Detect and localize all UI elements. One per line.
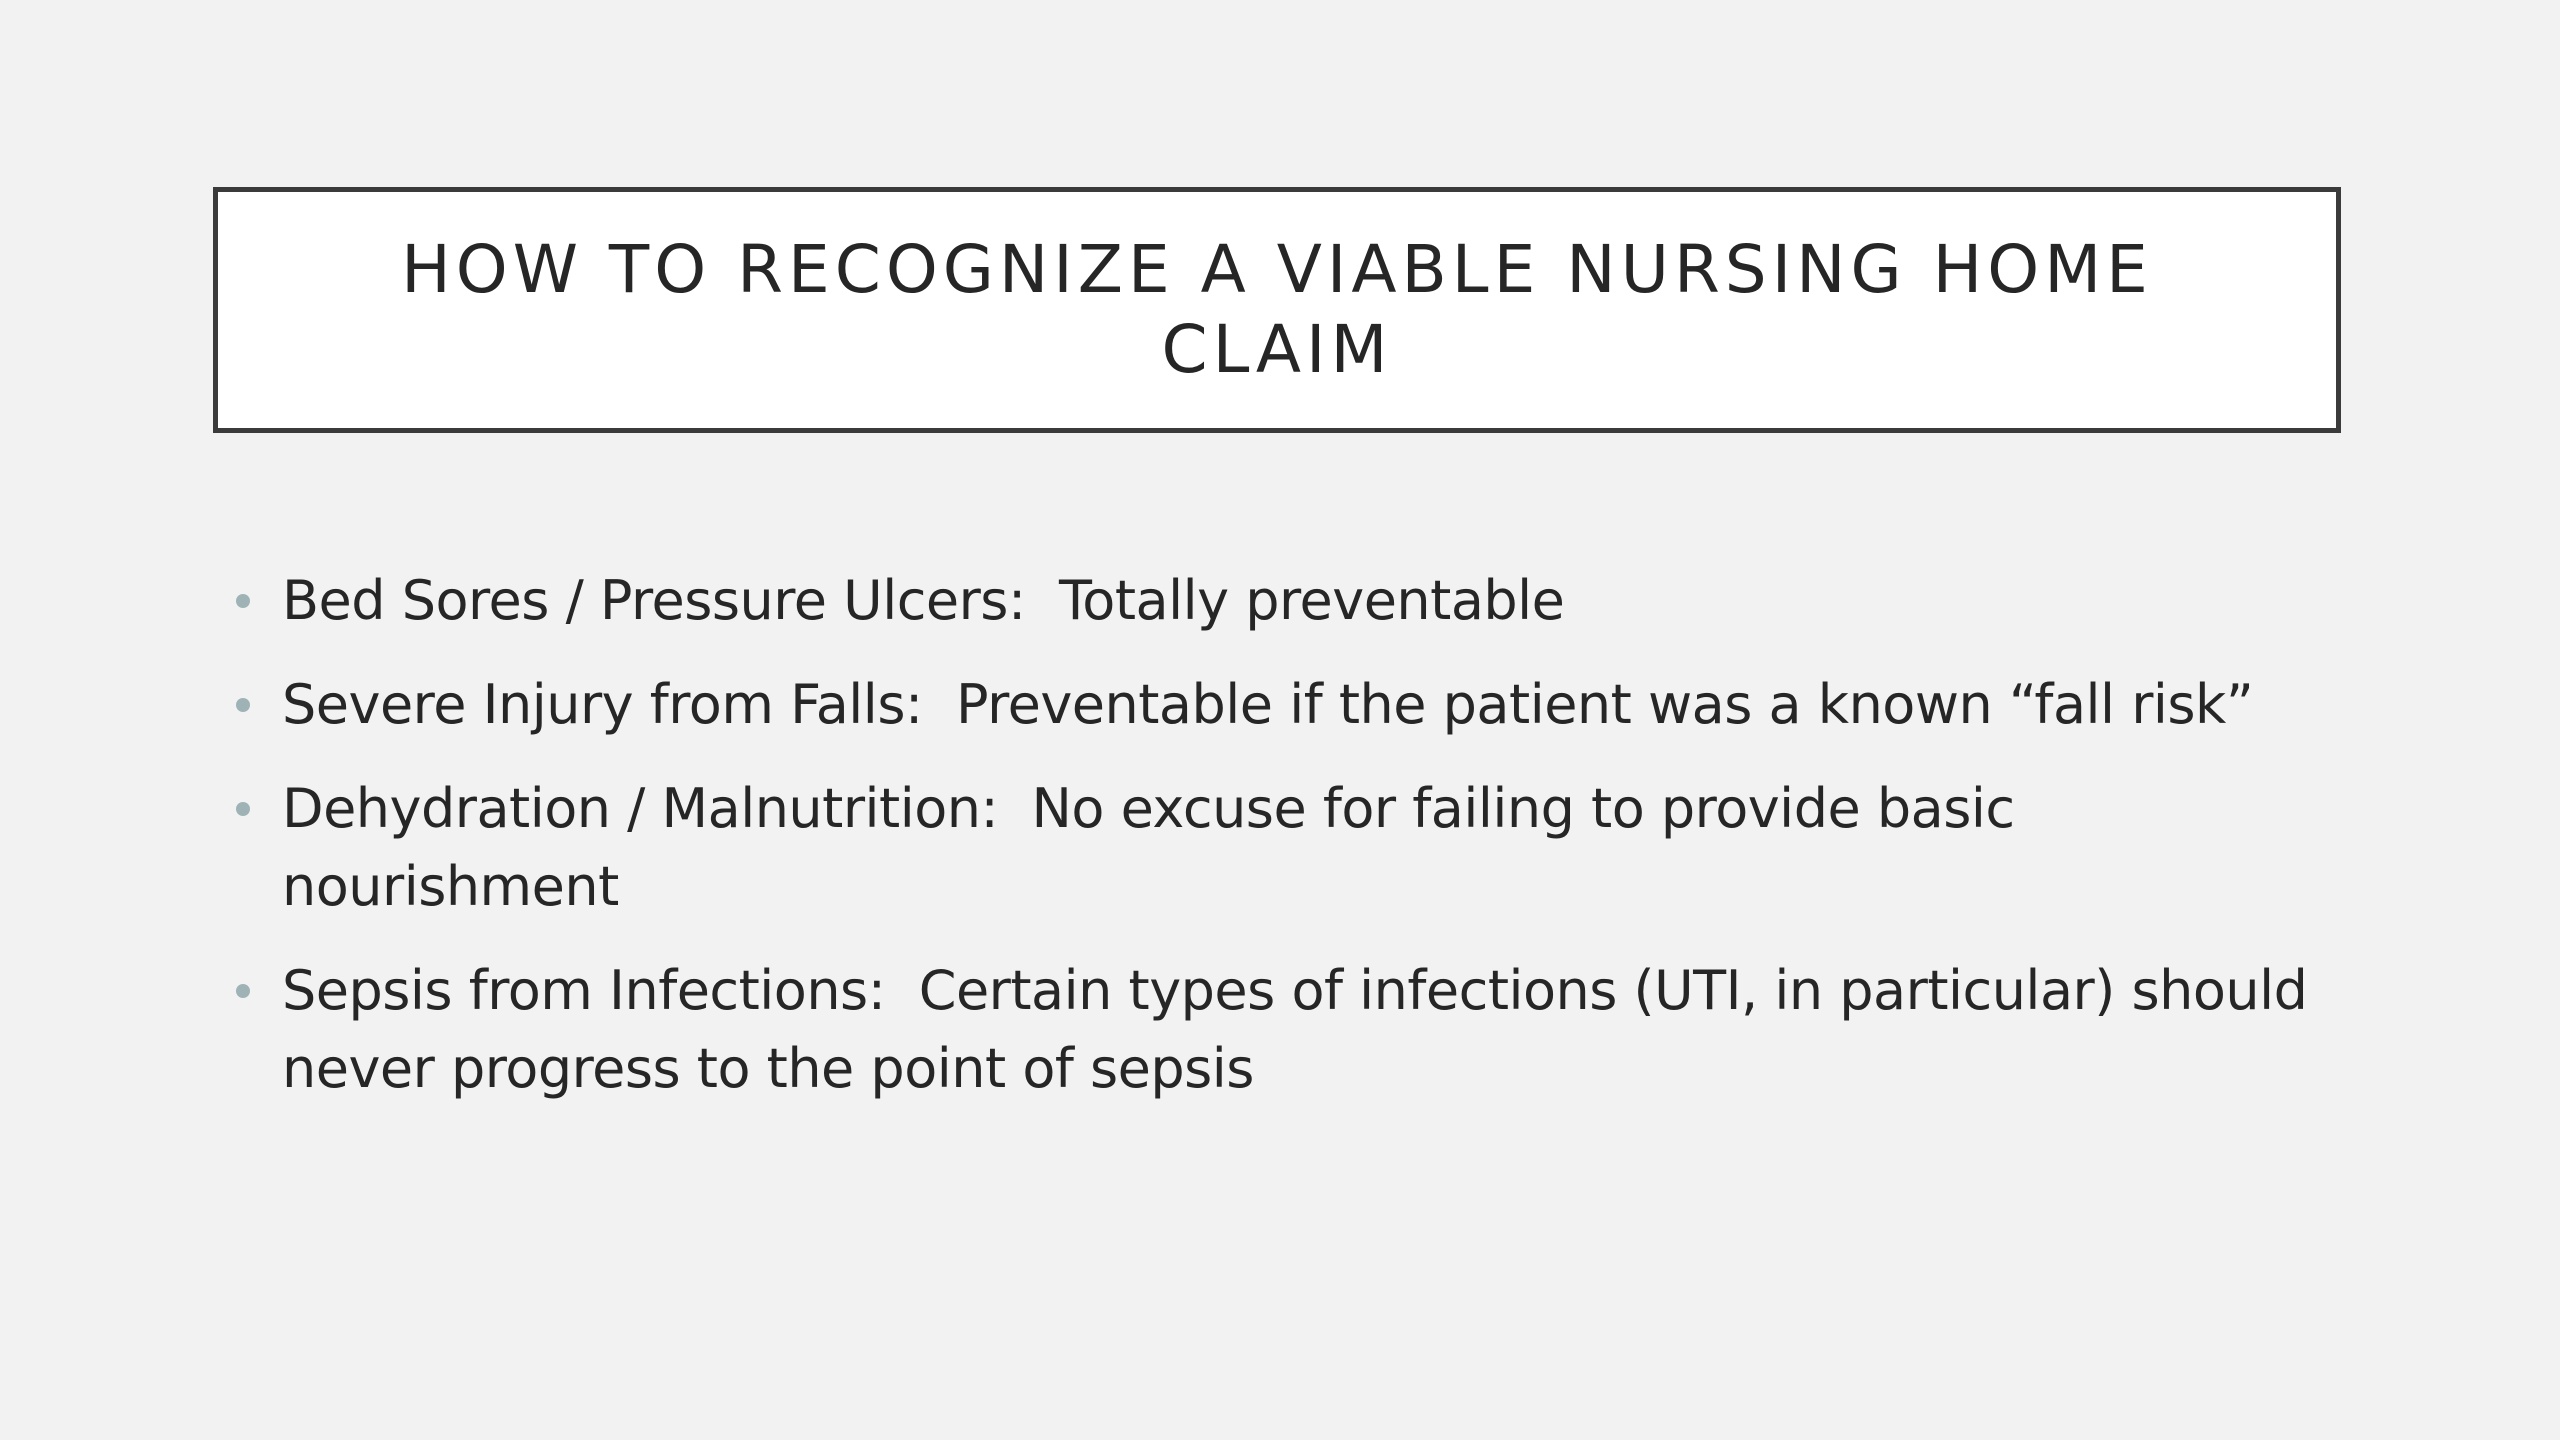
bullet-item-dehydration: [230, 770, 2350, 926]
bullet-description: No excuse for failing to provide basic nourishment: [282, 777, 2032, 918]
bullet-dot-icon: [236, 802, 250, 816]
bullet-label: Severe Injury from Falls:: [282, 673, 923, 736]
title-box: [213, 187, 2341, 433]
bullet-label: Dehydration / Malnutrition:: [282, 777, 999, 840]
bullet-list: [230, 562, 2350, 1134]
bullet-label: Bed Sores / Pressure Ulcers:: [282, 569, 1026, 632]
bullet-description: Certain types of infections (UTI, in particular) should never progress to the point of sepsis: [282, 959, 2325, 1100]
bullet-label: Sepsis from Infections:: [282, 959, 886, 1022]
bullet-description: Totally preventable: [1058, 569, 1565, 632]
bullet-item-bed-sores: [230, 562, 2350, 640]
bullet-item-falls: [230, 666, 2350, 744]
bullet-description: Preventable if the patient was a known “fall risk”: [956, 673, 2254, 736]
bullet-dot-icon: [236, 984, 250, 998]
bullet-dot-icon: [236, 698, 250, 712]
slide-title: HOW TO RECOGNIZE A VIABLE NURSING HOME CLAIM: [401, 231, 2153, 388]
bullet-item-sepsis: [230, 952, 2350, 1108]
bullet-dot-icon: [236, 594, 250, 608]
